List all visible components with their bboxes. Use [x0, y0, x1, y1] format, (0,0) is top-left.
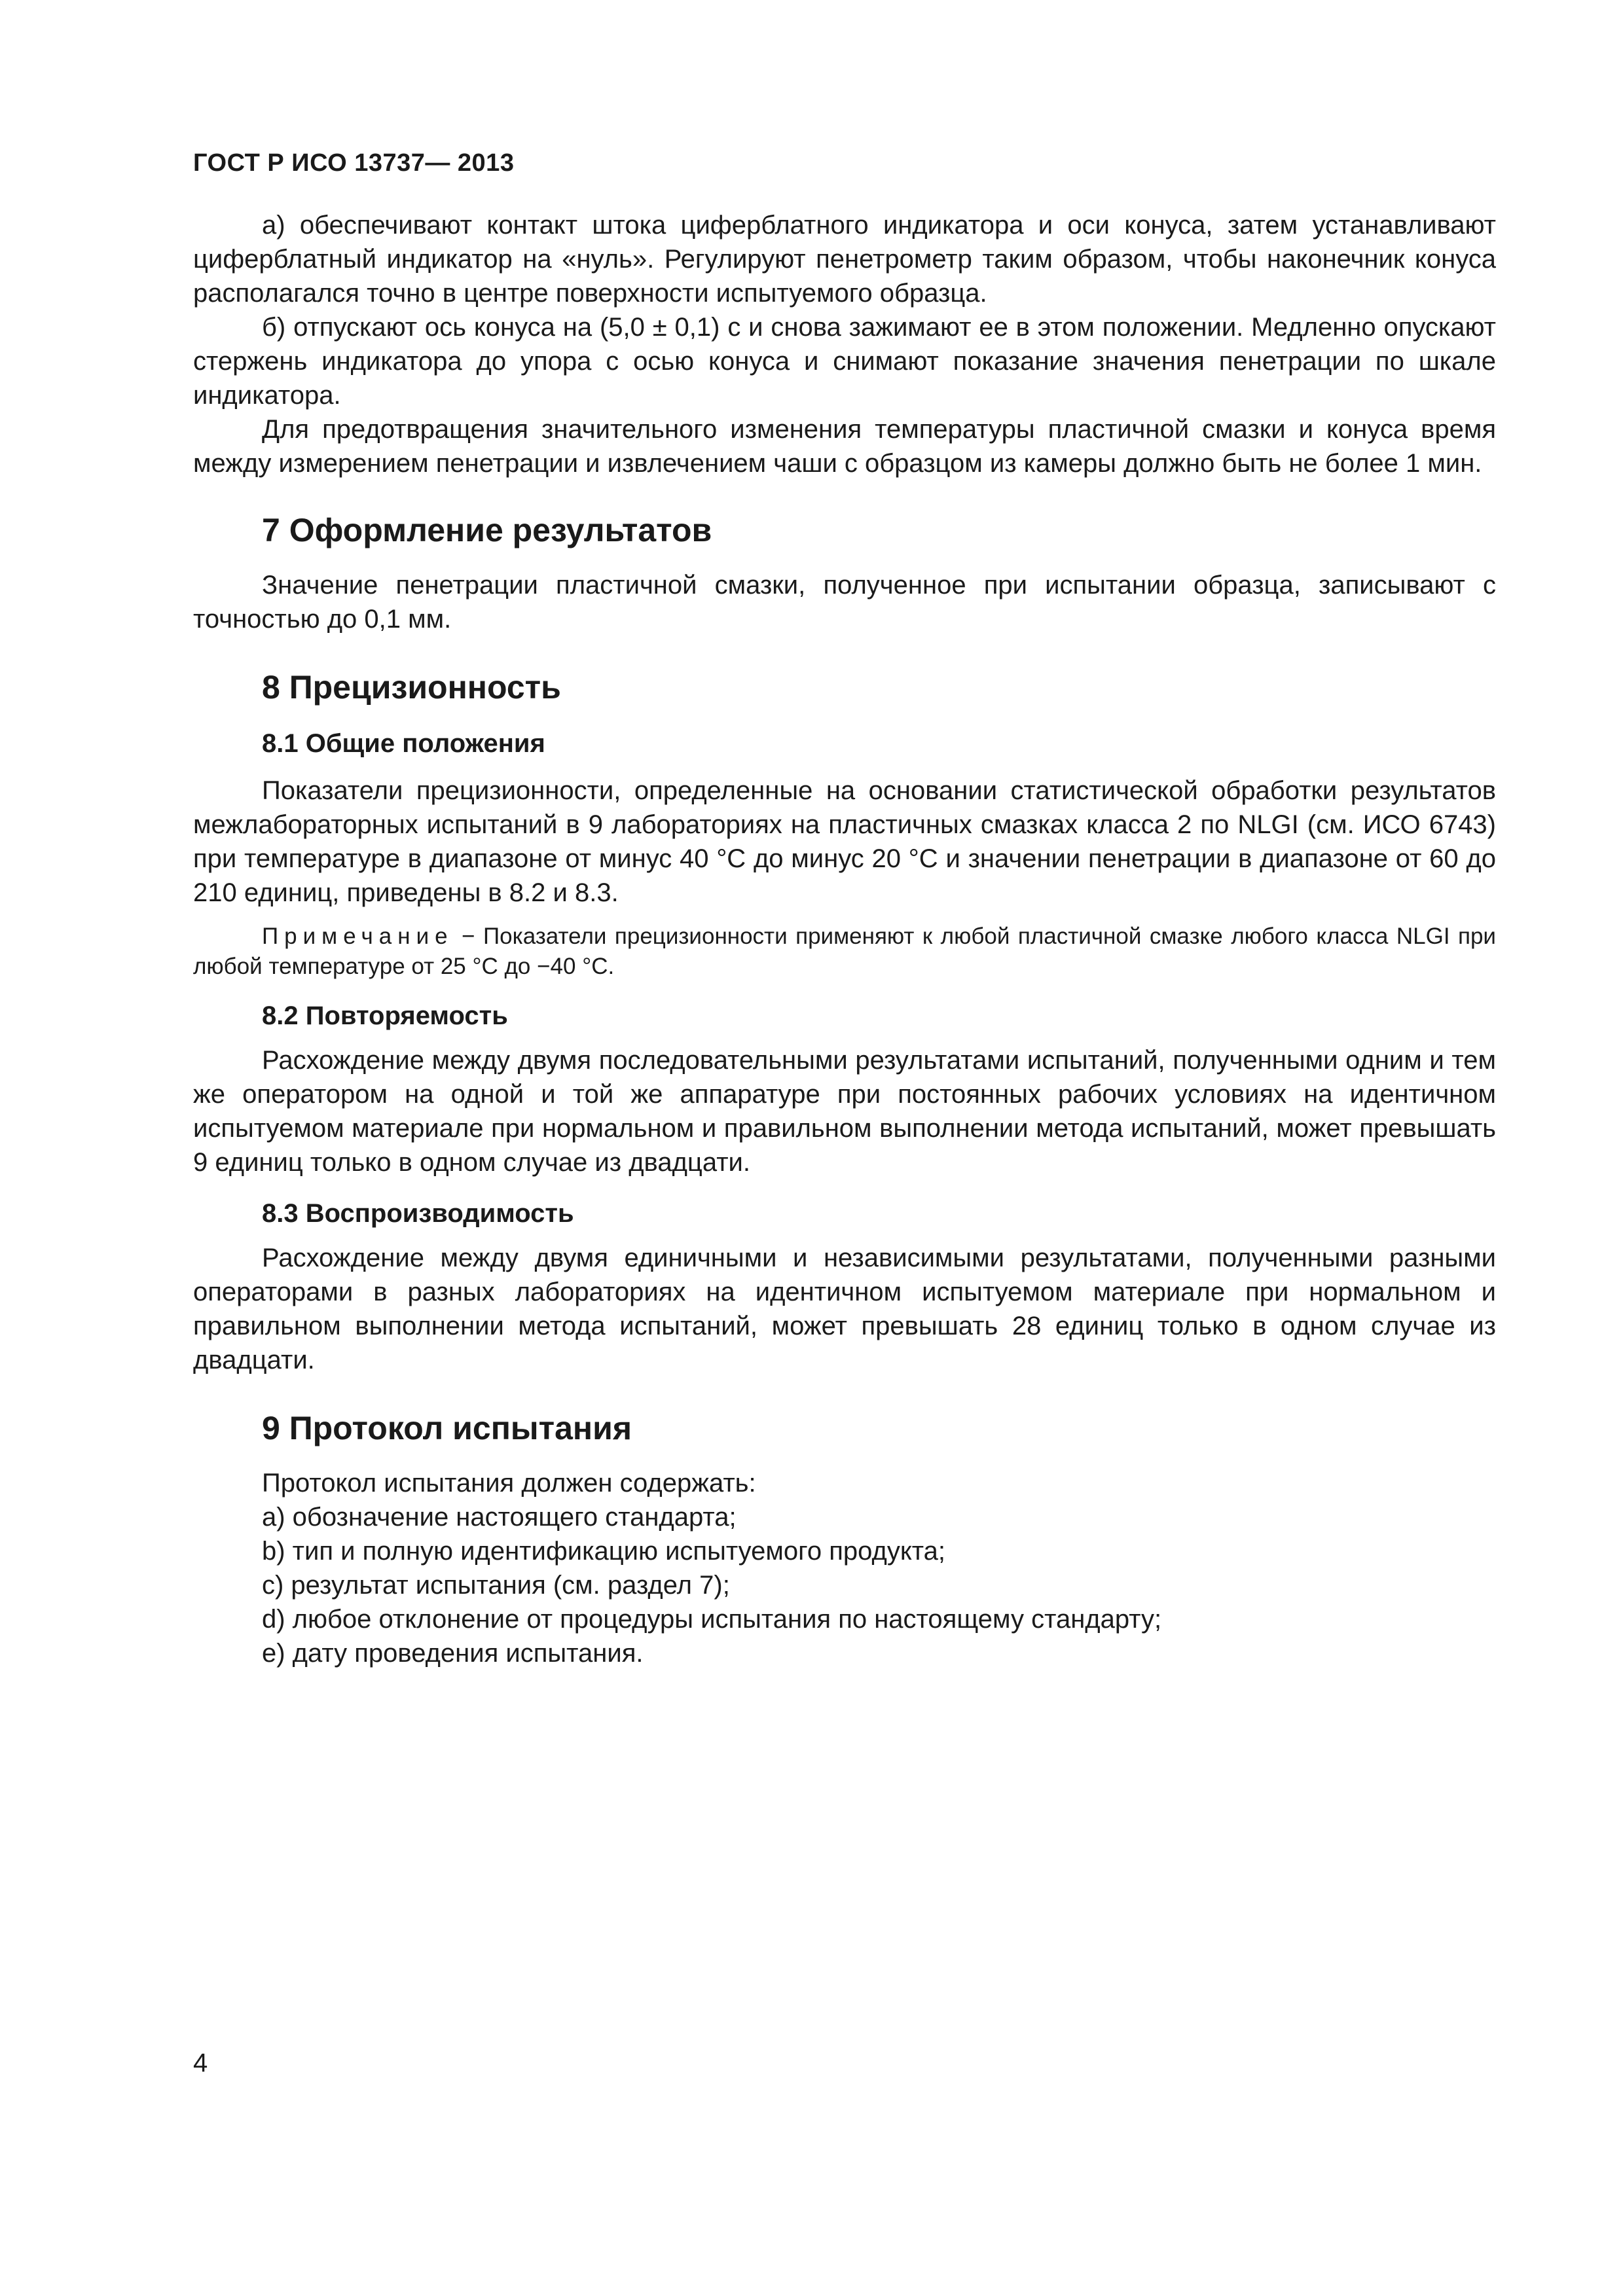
- page-content: [193, 208, 1496, 1670]
- subsection-8-2-title: 8.2 Повторяемость: [262, 1001, 508, 1030]
- page-number: 4: [193, 2049, 208, 2077]
- subsection-8-1-title: 8.1 Общие положения: [262, 729, 545, 758]
- subsection-8-3-title: 8.3 Воспроизводимость: [262, 1199, 574, 1228]
- paragraph-b: б) отпускают ось конуса на (5,0 ± 0,1) с и снова зажимают ее в этом положении. Медленно опускают стержень индикатора до упора с осью конуса и снимают показание значения пенетрации по шкале индикатора.: [193, 313, 1496, 410]
- note: [193, 922, 1496, 982]
- subsection-8-3-text: Расхождение между двумя единичными и независимыми результатами, полученными разными операторами в разных лабораториях на идентичном испытуемом материале при нормальном и правильном выполнении метода испытаний, может превышать 28 единиц только в одном случае из двадцати.: [193, 1244, 1496, 1374]
- section-7-text: Значение пенетрации пластичной смазки, полученное при испытании образца, записывают с точностью до 0,1 мм.: [193, 571, 1496, 634]
- subsection-8-2-text: Расхождение между двумя последовательными результатами испытаний, полученными одним и тем же оператором на одной и той же аппаратуре при постоянных рабочих условиях на идентичном испытуемом материале при нормальном и правильном выполнении метода испытаний, может превышать 9 единиц только в одном случае из двадцати.: [193, 1046, 1496, 1177]
- list-item: d) любое отклонение от процедуры испытания по настоящему стандарту;: [262, 1605, 1162, 1634]
- section-7-title: 7 Оформление результатов: [262, 512, 712, 548]
- paragraph-a: а) обеспечивают контакт штока циферблатного индикатора и оси конуса, затем устанавливают циферблатный индикатор на «нуль». Регулируют пенетрометр таким образом, чтобы наконечник конуса располагался точно в центре поверхности испытуемого образца.: [193, 211, 1496, 308]
- list-item: а) обозначение настоящего стандарта;: [262, 1503, 737, 1532]
- section-8-title: 8 Прецизионность: [262, 669, 561, 706]
- document-header: ГОСТ Р ИСО 13737— 2013: [193, 149, 515, 177]
- list-item: е) дату проведения испытания.: [262, 1639, 644, 1668]
- section-9-intro: Протокол испытания должен содержать:: [262, 1469, 756, 1498]
- paragraph-c: Для предотвращения значительного изменения температуры пластичной смазки и конуса время между измерением пенетрации и извлечением чаши с образцом из камеры должно быть не более 1 мин.: [193, 415, 1496, 478]
- list-item: b) тип и полную идентификацию испытуемого продукта;: [262, 1537, 946, 1566]
- note-label: Примечание: [262, 924, 454, 949]
- subsection-8-1-text: Показатели прецизионности, определенные на основании статистической обработки результатов межлабораторных испытаний в 9 лабораториях на пластичных смазках класса 2 по NLGI (см. ИСО 6743) при температуре в диапазоне от минус 40 °С до минус 20 °С и значении пенетрации в диапазоне от 60 до 210 единиц, приведены в 8.2 и 8.3.: [193, 776, 1496, 907]
- note-text: − Показатели прецизионности применяют к любой пластичной смазке любого класса NLGI при любой температуре от 25 °С до −40 °С.: [193, 924, 1496, 979]
- list-item: c) результат испытания (см. раздел 7);: [262, 1571, 730, 1600]
- section-9-title: 9 Протокол испытания: [262, 1410, 632, 1446]
